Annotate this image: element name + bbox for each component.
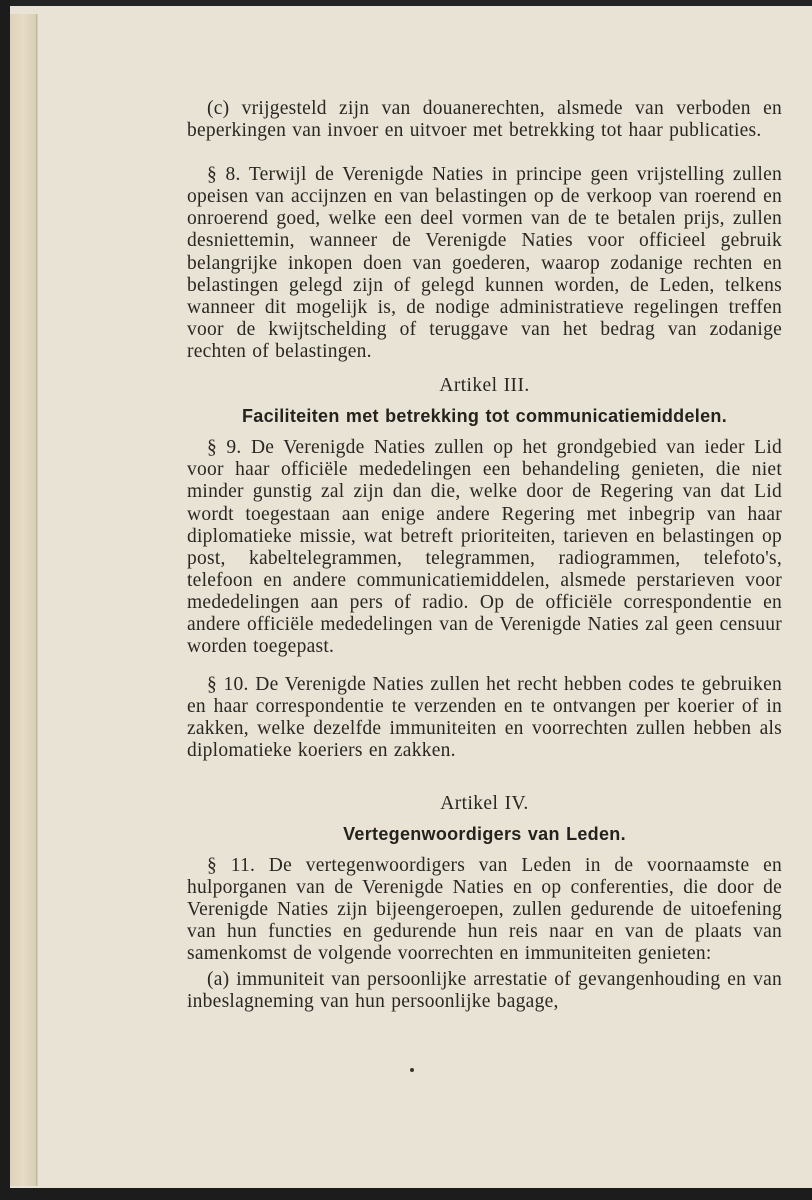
section-9-paragraph: § 9. De Verenigde Naties zullen op het grondgebied van ieder Lid voor haar officiële mededelingen een behandeling genieten, die niet minder gunstig zal zijn dan die, welke door de Regering van dat Lid wordt toegestaan aan enige andere Regering met inbegrip van haar diplomatieke missie, wat betreft prioriteiten, tarieven en belastingen op post, kabeltelegrammen, telegrammen, radiogrammen, telefoto's, telefoon en andere communicatiemiddelen, alsmede perstarieven voor mededelingen aan pers of radio. Op de officiële correspondentie en andere officiële mededelingen van de Verenigde Naties zal geen censuur worden toegepast. <box>187 437 782 658</box>
scan-top-border <box>0 0 812 6</box>
page-mark <box>410 1068 414 1072</box>
article-4-title: Artikel IV. <box>440 792 529 814</box>
article-3-title: Artikel III. <box>439 375 530 397</box>
article-4-heading: Vertegenwoordigers van Leden. <box>343 823 626 844</box>
section-11-paragraph: § 11. De vertegenwoordigers van Leden in de voornaamste en hulporganen van de Verenigde Naties en op conferenties, die door de Verenigde Naties zijn bijeengeroepen, zullen gedurende de uitoefening van hun functies en gedurende hun reis naar en van de plaats van samenkomst de volgende voorrechten en immuniteiten genieten: <box>187 854 782 965</box>
page-body <box>187 98 782 1013</box>
spine-fold-line <box>36 14 37 1186</box>
clause-a-paragraph: (a) immuniteit van persoonlijke arrestatie of gevangenhouding en van inbeslagneming van hun persoonlijke bagage, <box>187 969 782 1013</box>
scan-bottom-border <box>0 1188 812 1200</box>
article-3-heading: Faciliteiten met betrekking tot communicatiemiddelen. <box>242 406 727 427</box>
section-8-paragraph: § 8. Terwijl de Verenigde Naties in principe geen vrijstelling zullen opeisen van accijnzen en van belastingen op de verkoop van roerend en onroerend goed, welke een deel vormen van de te betalen prijs, zullen desniettemin, wanneer de Verenigde Naties voor officieel gebruik belangrijke inkopen doen van goederen, waarop zodanige rechten en belastingen gelegd zijn of gelegd kunnen worden, de Leden, telkens wanneer dit mogelijk is, de nodige administratieve regelingen treffen voor de kwijtschelding of teruggave van het bedrag van zodanige rechten of belastingen. <box>187 164 782 362</box>
scan-left-border <box>0 0 10 1200</box>
section-10-paragraph: § 10. De Verenigde Naties zullen het recht hebben codes te gebruiken en haar correspondentie te verzenden en te ontvangen per koerier of in zakken, welke dezelfde immuniteiten en voorrechten zullen hebben als diplomatieke koeriers en zakken. <box>187 674 782 762</box>
book-spine <box>10 14 38 1186</box>
clause-c-paragraph: (c) vrijgesteld zijn van douanerechten, alsmede van verboden en beperkingen van invoer en uitvoer met betrekking tot haar publicaties. <box>187 98 782 142</box>
